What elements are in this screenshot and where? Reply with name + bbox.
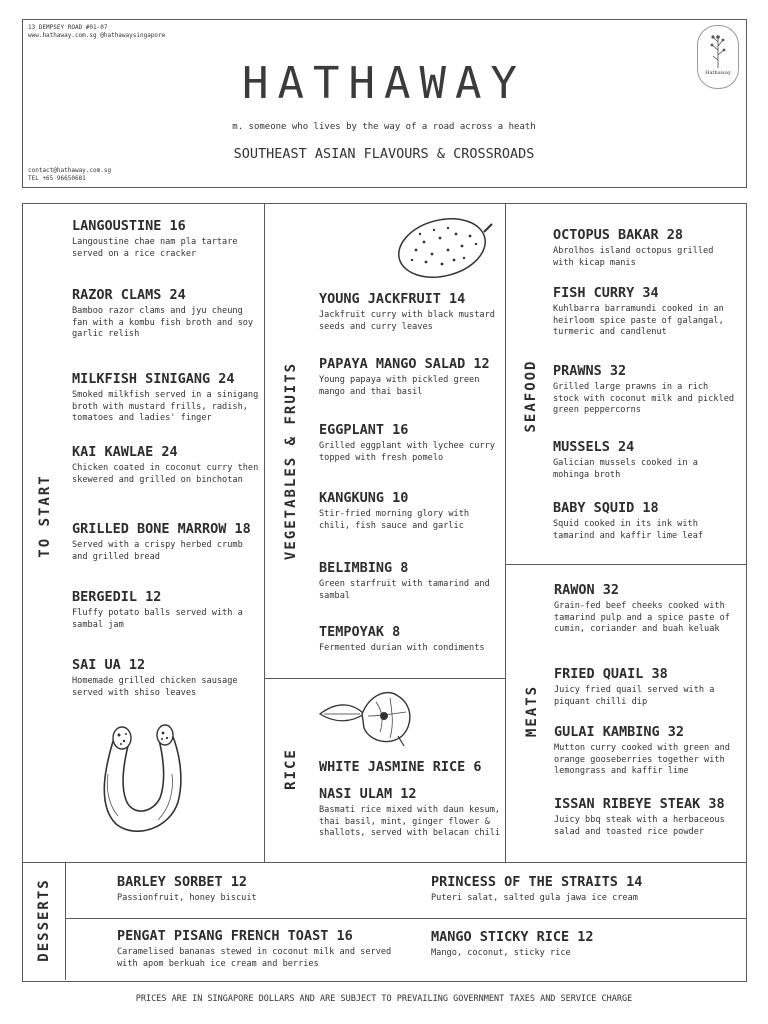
jackfruit-illustration-icon: [396, 210, 496, 280]
section-label-to-start: TO START: [37, 474, 53, 558]
list-item: [319, 356, 501, 398]
list-item: [72, 657, 262, 699]
item-desc: Homemade grilled chicken sausage served with shiso leaves: [72, 676, 238, 698]
logo: [697, 25, 739, 89]
item-desc: Served with a crispy herbed crumb and grilled bread: [72, 540, 243, 562]
item-name: FRIED QUAIL 38: [554, 666, 668, 682]
item-name: RAZOR CLAMS 24: [72, 287, 186, 303]
item-name: LANGOUSTINE 16: [72, 218, 186, 234]
meats-divider: [505, 564, 746, 565]
col-divider-2: [505, 203, 506, 862]
item-name: BABY SQUID 18: [553, 500, 659, 516]
item-desc: Mango, coconut, sticky rice: [431, 948, 571, 958]
list-item: [319, 624, 501, 655]
list-item: [72, 371, 262, 425]
item-name: BARLEY SORBET 12: [117, 874, 248, 890]
item-desc: Caramelised bananas stewed in coconut milk and served with apom berkuah ice cream and berries: [117, 947, 392, 969]
item-desc: Galician mussels cooked in a mohinga broth: [553, 458, 698, 480]
item-desc: Grain-fed beef cheeks cooked with tamarind pulp and a spice paste of cumin, coriander and buah keluak: [554, 601, 730, 634]
list-item: [553, 500, 739, 542]
section-label-rice: RICE: [283, 748, 299, 790]
subtitle: SOUTHEAST ASIAN FLAVOURS & CROSSROADS: [233, 146, 535, 162]
list-item: [72, 444, 262, 486]
list-item: [72, 287, 262, 341]
item-name: PAPAYA MANGO SALAD 12: [319, 356, 490, 372]
list-item: [117, 874, 417, 905]
item-name: YOUNG JACKFRUIT 14: [319, 291, 466, 307]
website-link[interactable]: www.hathaway.com.sg @hathawaysingapore: [28, 32, 166, 39]
item-desc: Juicy fried quail served with a piquant chilli dip: [554, 685, 715, 707]
item-desc: Fermented durian with condiments: [319, 643, 485, 653]
item-name: EGGPLANT 16: [319, 422, 409, 438]
section-label-seafood: SEAFOOD: [523, 359, 539, 433]
item-name: PRAWNS 32: [553, 363, 627, 379]
list-item: [72, 218, 262, 260]
item-desc: Abrolhos island octopus grilled with kicap manis: [553, 246, 714, 268]
brand-title: HATHAWAY: [242, 58, 526, 109]
list-item: [554, 666, 740, 708]
item-name: MILKFISH SINIGANG 24: [72, 371, 235, 387]
list-item: [319, 759, 501, 776]
flower-illustration-icon: [318, 684, 418, 748]
item-desc: Chicken coated in coconut curry then skewered and grilled on binchotan: [72, 463, 259, 485]
desserts-row-divider: [65, 918, 746, 919]
list-item: [431, 929, 741, 960]
list-item: [554, 724, 740, 778]
item-desc: Green starfruit with tamarind and sambal: [319, 579, 490, 601]
item-name: PRINCESS OF THE STRAITS 14: [431, 874, 643, 890]
item-name: OCTOPUS BAKAR 28: [553, 227, 684, 243]
item-name: RAWON 32: [554, 582, 620, 598]
email-link[interactable]: contact@hathaway.com.sg: [28, 167, 112, 174]
item-desc: Mutton curry cooked with green and orange gooseberries together with lemongrass and kaffir lime: [554, 743, 730, 776]
list-item: [319, 422, 501, 464]
item-name: TEMPOYAK 8: [319, 624, 401, 640]
list-item: [553, 439, 739, 481]
list-item: [117, 928, 417, 970]
logo-text: Hathaway: [705, 70, 731, 76]
item-name: BELIMBING 8: [319, 560, 409, 576]
list-item: [553, 227, 739, 269]
item-desc: Squid cooked in its ink with tamarind and kaffir lime leaf: [553, 519, 704, 541]
item-name: NASI ULAM 12: [319, 786, 417, 802]
desserts-divider: [22, 862, 746, 863]
list-item: [431, 874, 741, 905]
item-desc: Bamboo razor clams and jyu cheung fan with a kombu fish broth and soy garlic relish: [72, 306, 254, 339]
item-desc: Langoustine chae nam pla tartare served on a rice cracker: [72, 237, 238, 259]
item-desc: Fluffy potato balls served with a sambal jam: [72, 608, 243, 630]
section-label-veg: VEGETABLES & FRUITS: [283, 361, 299, 561]
footer-note: PRICES ARE IN SINGAPORE DOLLARS AND ARE SUBJECT TO PREVAILING GOVERNMENT TAXES AND SERVICE CHARGE: [135, 994, 633, 1004]
list-item: [554, 796, 740, 838]
item-name: BERGEDIL 12: [72, 589, 162, 605]
item-name: ISSAN RIBEYE STEAK 38: [554, 796, 725, 812]
section-label-desserts: DESSERTS: [36, 878, 52, 962]
item-name: MANGO STICKY RICE 12: [431, 929, 594, 945]
item-desc: Puteri salat, salted gula jawa ice cream: [431, 893, 638, 903]
address: 13 DEMPSEY ROAD #01-07: [28, 24, 108, 31]
item-name: SAI UA 12: [72, 657, 146, 673]
item-name: GRILLED BONE MARROW 18: [72, 521, 251, 537]
list-item: [553, 285, 739, 339]
item-desc: Grilled large prawns in a rich stock with coconut milk and pickled green peppercorns: [553, 382, 735, 415]
item-desc: Kuhlbarra barramundi cooked in an heirloom spice paste of galangal, turmeric and candlenut: [553, 304, 724, 337]
item-desc: Grilled eggplant with lychee curry topped with fresh pomelo: [319, 441, 495, 463]
item-name: GULAI KAMBING 32: [554, 724, 685, 740]
item-desc: Basmati rice mixed with daun kesum, thai basil, mint, ginger flower & shallots, served with belacan chili: [319, 805, 501, 838]
item-desc: Jackfruit curry with black mustard seeds and curry leaves: [319, 310, 495, 332]
list-item: [319, 490, 501, 532]
item-name: FISH CURRY 34: [553, 285, 659, 301]
item-desc: Juicy bbq steak with a herbaceous salad and toasted rice powder: [554, 815, 725, 837]
list-item: [319, 560, 501, 602]
item-name: PENGAT PISANG FRENCH TOAST 16: [117, 928, 353, 944]
rice-divider: [264, 678, 505, 679]
item-name: MUSSELS 24: [553, 439, 635, 455]
item-desc: Smoked milkfish served in a sinigang broth with mustard frills, radish, tomatoes and ladies' finger: [72, 390, 259, 423]
sausage-illustration-icon: [92, 724, 192, 836]
flower-logo-icon: [698, 28, 738, 72]
item-name: KANGKUNG 10: [319, 490, 409, 506]
desserts-label-divider: [65, 862, 66, 980]
list-item: [319, 291, 501, 333]
list-item: [72, 521, 262, 563]
item-desc: Young papaya with pickled green mango and thai basil: [319, 375, 480, 397]
item-name: KAI KAWLAE 24: [72, 444, 178, 460]
item-desc: Stir-fried morning glory with chili, fish sauce and garlic: [319, 509, 470, 531]
phone-number: TEL +65 96650681: [28, 175, 86, 182]
item-desc: Passionfruit, honey biscuit: [117, 893, 257, 903]
list-item: [319, 786, 501, 840]
list-item: [554, 582, 740, 636]
list-item: [553, 363, 739, 417]
col-divider-1: [264, 203, 265, 862]
section-label-meats: MEATS: [524, 684, 540, 738]
list-item: [72, 589, 262, 631]
item-name: WHITE JASMINE RICE 6: [319, 759, 482, 775]
tagline: m. someone who lives by the way of a road across a heath: [232, 122, 536, 132]
